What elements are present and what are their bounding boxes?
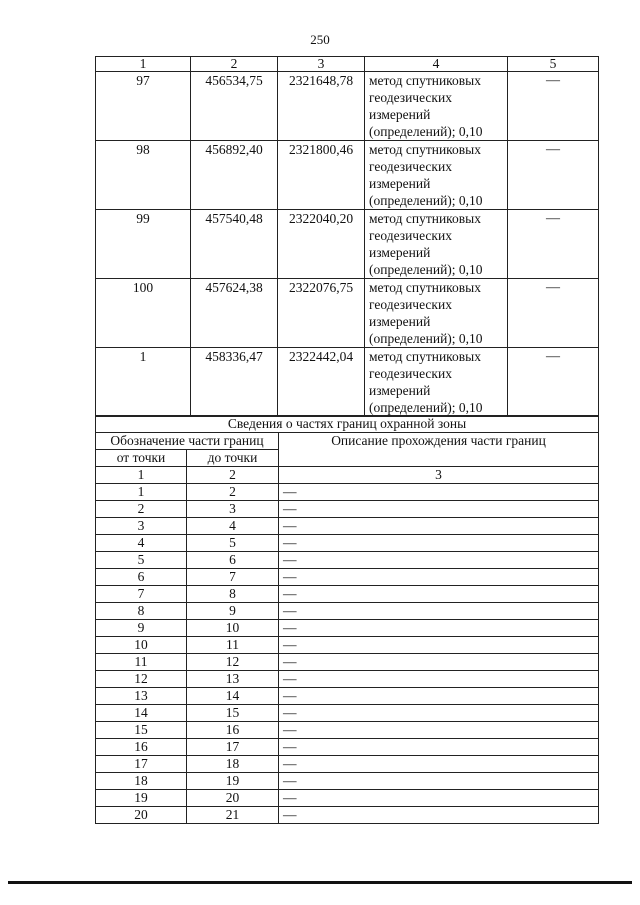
method-line: метод спутниковых	[369, 73, 481, 88]
point-number: 98	[96, 141, 191, 210]
from-point: 3	[96, 518, 187, 535]
boundary-part-row	[96, 654, 599, 671]
to-point: 15	[187, 705, 279, 722]
coordinate-y: 2322040,20	[278, 210, 365, 279]
boundary-part-row	[96, 637, 599, 654]
coordinate-row	[96, 72, 599, 141]
coordinate-y: 2321800,46	[278, 141, 365, 210]
note-dash: —	[508, 72, 599, 141]
coordinate-x: 457540,48	[191, 210, 278, 279]
method-line: (определений); 0,10	[369, 124, 483, 139]
part-description: —	[279, 552, 599, 569]
parts-table-title: Сведения о частях границ охранной зоны	[96, 416, 599, 433]
method-line: метод спутниковых	[369, 142, 481, 157]
coordinate-row	[96, 348, 599, 417]
from-point: 19	[96, 790, 187, 807]
part-description: —	[279, 620, 599, 637]
boundary-part-row	[96, 518, 599, 535]
from-point: 6	[96, 569, 187, 586]
to-point: 20	[187, 790, 279, 807]
coordinates-table	[95, 56, 599, 417]
coordinate-y: 2321648,78	[278, 72, 365, 141]
method-line: геодезических	[369, 228, 452, 243]
coordinate-row	[96, 279, 599, 348]
from-point: 12	[96, 671, 187, 688]
method-line: (определений); 0,10	[369, 193, 483, 208]
coordinate-y: 2322076,75	[278, 279, 365, 348]
page-number: 250	[310, 32, 330, 47]
method-line: геодезических	[369, 366, 452, 381]
from-point: 4	[96, 535, 187, 552]
part-description: —	[279, 603, 599, 620]
method-line: (определений); 0,10	[369, 331, 483, 346]
from-point: 20	[96, 807, 187, 824]
boundary-part-row	[96, 501, 599, 518]
method-line: измерений	[369, 245, 431, 260]
from-point: 1	[96, 484, 187, 501]
from-point: 14	[96, 705, 187, 722]
part-description: —	[279, 688, 599, 705]
boundary-part-row	[96, 756, 599, 773]
from-point: 15	[96, 722, 187, 739]
coordinate-row	[96, 210, 599, 279]
column-number: 5	[508, 57, 599, 72]
parts-header-row	[96, 433, 599, 450]
method-line: геодезических	[369, 90, 452, 105]
boundary-part-row	[96, 722, 599, 739]
method-description	[365, 279, 508, 348]
to-point: 3	[187, 501, 279, 518]
to-point: 13	[187, 671, 279, 688]
point-number: 100	[96, 279, 191, 348]
boundary-part-row	[96, 807, 599, 824]
column-number: 1	[96, 467, 187, 484]
boundary-part-row	[96, 620, 599, 637]
column-number: 2	[187, 467, 279, 484]
method-line: измерений	[369, 107, 431, 122]
from-point: 17	[96, 756, 187, 773]
boundary-part-row	[96, 484, 599, 501]
part-description: —	[279, 501, 599, 518]
boundary-part-row	[96, 790, 599, 807]
point-number: 97	[96, 72, 191, 141]
from-point-header: от точки	[96, 450, 187, 467]
to-point-header: до точки	[187, 450, 279, 467]
parts-title-row	[96, 416, 599, 433]
boundary-part-row	[96, 603, 599, 620]
boundary-part-row	[96, 671, 599, 688]
to-point: 2	[187, 484, 279, 501]
part-description: —	[279, 739, 599, 756]
point-number: 99	[96, 210, 191, 279]
boundary-part-row	[96, 552, 599, 569]
method-line: (определений); 0,10	[369, 262, 483, 277]
method-description	[365, 348, 508, 417]
part-description: —	[279, 756, 599, 773]
method-description	[365, 210, 508, 279]
part-description: —	[279, 671, 599, 688]
method-description	[365, 141, 508, 210]
coordinate-y: 2322442,04	[278, 348, 365, 417]
boundary-part-row	[96, 705, 599, 722]
boundary-part-row	[96, 569, 599, 586]
designation-header: Обозначение части границ	[96, 433, 279, 450]
boundary-part-row	[96, 739, 599, 756]
part-description: —	[279, 773, 599, 790]
coordinate-x: 456892,40	[191, 141, 278, 210]
from-point: 2	[96, 501, 187, 518]
to-point: 19	[187, 773, 279, 790]
to-point: 17	[187, 739, 279, 756]
column-number: 3	[278, 57, 365, 72]
boundary-part-row	[96, 688, 599, 705]
method-line: измерений	[369, 176, 431, 191]
method-description	[365, 72, 508, 141]
method-line: геодезических	[369, 297, 452, 312]
to-point: 14	[187, 688, 279, 705]
to-point: 11	[187, 637, 279, 654]
to-point: 4	[187, 518, 279, 535]
note-dash: —	[508, 348, 599, 417]
coordinate-x: 456534,75	[191, 72, 278, 141]
from-point: 13	[96, 688, 187, 705]
coordinates-header-row	[96, 57, 599, 72]
from-point: 5	[96, 552, 187, 569]
from-point: 10	[96, 637, 187, 654]
column-number: 2	[191, 57, 278, 72]
description-header: Описание прохождения части границ	[279, 433, 599, 467]
to-point: 7	[187, 569, 279, 586]
to-point: 6	[187, 552, 279, 569]
part-description: —	[279, 586, 599, 603]
part-description: —	[279, 569, 599, 586]
from-point: 18	[96, 773, 187, 790]
method-line: метод спутниковых	[369, 211, 481, 226]
note-dash: —	[508, 141, 599, 210]
coordinate-x: 457624,38	[191, 279, 278, 348]
method-line: (определений); 0,10	[369, 400, 483, 415]
coordinate-row	[96, 141, 599, 210]
from-point: 9	[96, 620, 187, 637]
part-description: —	[279, 722, 599, 739]
boundary-parts-table	[95, 415, 599, 824]
part-description: —	[279, 535, 599, 552]
method-line: метод спутниковых	[369, 280, 481, 295]
method-line: измерений	[369, 383, 431, 398]
note-dash: —	[508, 279, 599, 348]
method-line: геодезических	[369, 159, 452, 174]
to-point: 5	[187, 535, 279, 552]
method-line: метод спутниковых	[369, 349, 481, 364]
to-point: 8	[187, 586, 279, 603]
column-number: 1	[96, 57, 191, 72]
column-number: 4	[365, 57, 508, 72]
part-description: —	[279, 637, 599, 654]
part-description: —	[279, 518, 599, 535]
part-description: —	[279, 807, 599, 824]
boundary-part-row	[96, 773, 599, 790]
part-description: —	[279, 705, 599, 722]
point-number: 1	[96, 348, 191, 417]
to-point: 18	[187, 756, 279, 773]
to-point: 10	[187, 620, 279, 637]
to-point: 9	[187, 603, 279, 620]
method-line: измерений	[369, 314, 431, 329]
to-point: 12	[187, 654, 279, 671]
from-point: 16	[96, 739, 187, 756]
from-point: 7	[96, 586, 187, 603]
parts-column-numbers-row	[96, 467, 599, 484]
part-description: —	[279, 654, 599, 671]
coordinate-x: 458336,47	[191, 348, 278, 417]
boundary-part-row	[96, 535, 599, 552]
note-dash: —	[508, 210, 599, 279]
boundary-part-row	[96, 586, 599, 603]
bottom-rule	[8, 881, 632, 884]
from-point: 11	[96, 654, 187, 671]
to-point: 16	[187, 722, 279, 739]
part-description: —	[279, 484, 599, 501]
to-point: 21	[187, 807, 279, 824]
from-point: 8	[96, 603, 187, 620]
column-number: 3	[279, 467, 599, 484]
part-description: —	[279, 790, 599, 807]
